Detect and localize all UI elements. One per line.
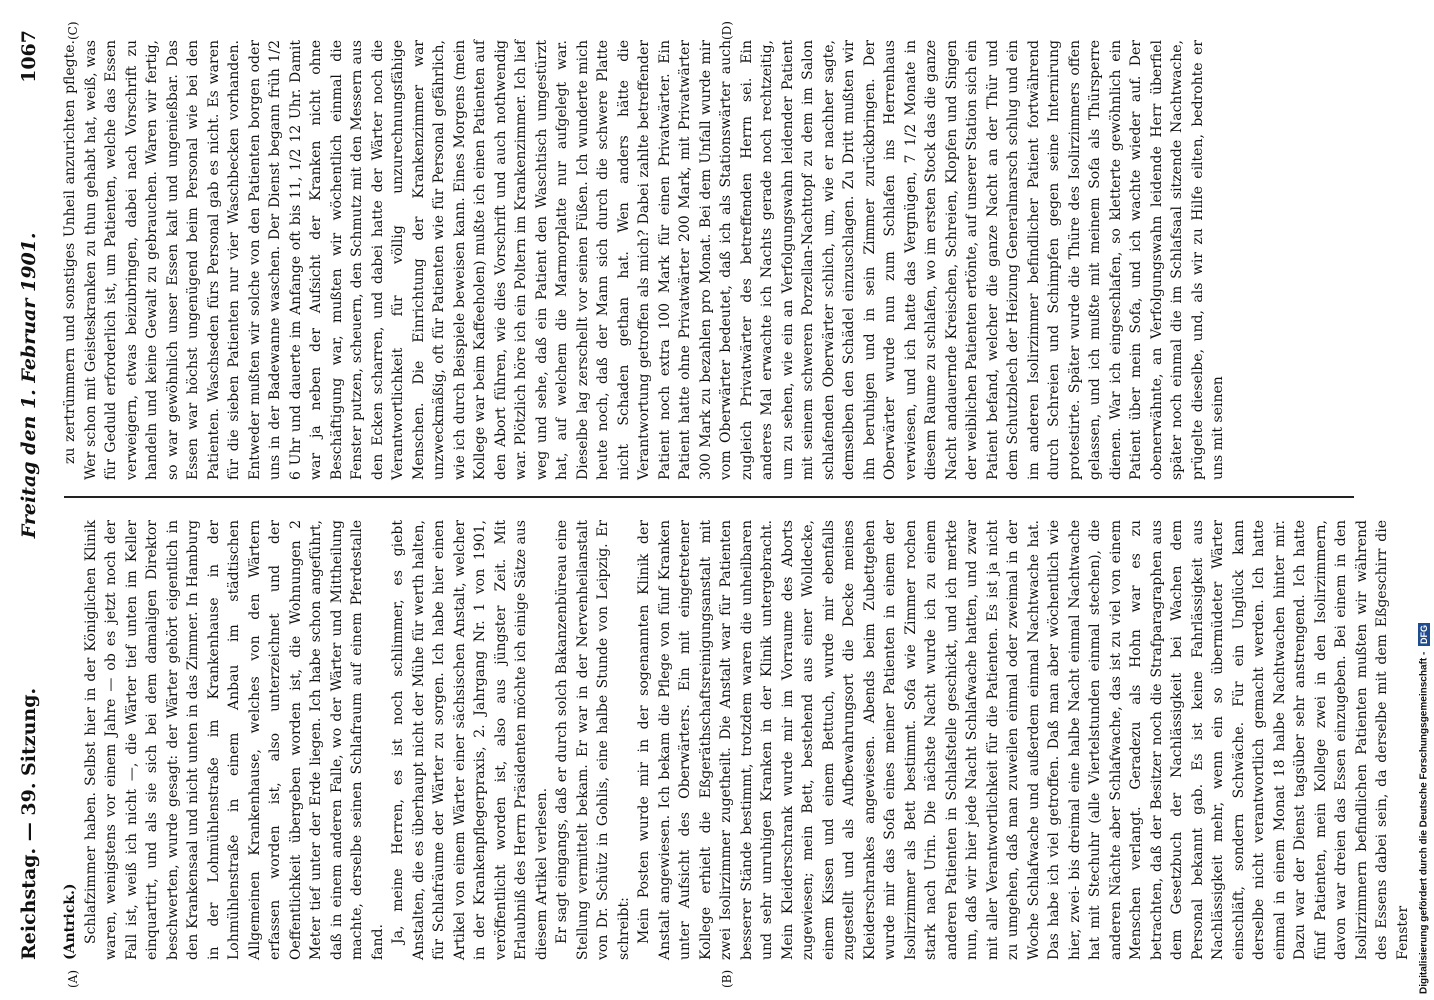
paragraph: Er sagt eingangs, daß er durch solch Bakanzenbüreau eine Stellung vermittelt bekam. Er war in der Nervenheilanstalt von Dr. Schütz in Gohlis, eine halbe Stunde von Leipzig. Er schreibt: [554,520,632,960]
header-left: Reichstag. — 39. Sitzung. [18,687,40,960]
page-number: 1067 [18,30,40,83]
digitization-note [1416,6,1432,994]
digitization-text: Digitalisierung gefördert durch die Deutsche Forschungsgemeinschaft - [1418,651,1430,994]
paragraph: Ja, meine Herren, es ist noch schlimmer, es giebt Anstalten, die es überhaupt nicht der Mühe für werth halten, für Schlafräume der Wärter zu sorgen. Ich habe hier einen Artikel von einem Wärter einer sächsischen Anstalt, welcher in der Krankenpflegerpraxis, 2. Jahrgang Nr. 1 von 1901, veröffentlicht worden ist, also aus jüngster Zeit. Mit Erlaubniß des Herrn Präsidenten möchte ich einige Sätze aus diesem Artikel verlesen. [390,520,550,960]
paragraph: Schlafzimmer haben. Selbst hier in der Königlichen Klinik waren, wenigstens vor einem Jahre — ob es jetzt noch der Fall ist, weiß ich nicht —, die Wärter tief unten im Keller einquartirt, und als sie sich bei dem damaligen Direktor beschwerten, wurde gesagt: der Wärter gehört eigentlich in den Krankensaal und nicht unten in das Zimmer. In Hamburg in der Lohmühlenstraße im Krankenhause in der Lohmühlenstraße in einem Anbau im städtischen Allgemeinen Krankenhause, welches von den Wärtern erfassen worden ist, also unterzeichnet und der Oeffentlichkeit übergeben worden ist, die Wohnungen 2 Meter tief unter der Erde liegen. Ich habe schon angeführt, daß in einem anderen Falle, wo der Wärter und Mittheilung machte, derselbe seinen Schlafraum auf einem Pferdestalle fand. [82,520,386,960]
margin-marker-b: (B) [720,969,734,988]
margin-marker-a: (A) [66,969,80,988]
quoted-paragraph: Mein Posten wurde mir in der sogenannten Klinik der Anstalt angewiesen. Ich bekam die Pflege von fünf Kranken unter Aufsicht des Oberwärters. Ein mit eingetretener Kollege erhielt die Eßgeräthschaftsreinigungsanstalt mit zwei Isolirzimmer zugetheilt. Die Anstalt war für Patienten besserer Stände bestimmt, trotzdem waren die unheilbaren und sehr unruhigen Kranken in der Klinik untergebracht. Mein Kleiderschrank wurde mir im Vorraume des Aborts zugewiesen; mein Bett, bestehend aus einer Wolldecke, einem Kissen und einem Bettuch, wurde mir ebenfalls zugestellt und als Aufbewahrungsort die Decke meines Kleiderschrankes angewiesen. Abends beim Zubettgehen wurde mir das Sofa eines meiner Patienten in einem der Isolirzimmer als Bett bestimmt. Sofa wie Zimmer rochen stark nach Urin. Die nächste Nacht wurde ich zu einem anderen Patienten in Schlafstelle geschickt, und ich merkte nun, daß wir hier jede Nacht Schlafwache hatten, und zwar mit aller Verantwortlichkeit für die Patienten. Es ist ja nicht zu umgehen, daß man zuweilen einmal oder zweimal in der Woche Schlafwache und außerdem einmal Nachtwache hat. Das habe ich viel getroffen. Daß man aber wöchentlich wie hier, zwei- bis dreimal eine halbe Nacht einmal Nachtwache hat mit Stechuhr (alle Viertelstunden einmal stechen), die anderen Nächte aber Schlafwache, das ist zu viel von einem Menschen verlangt. Geradezu als Hohn war es zu betrachten, daß der Besitzer noch die Strafparagraphen aus dem Gesetzbuch der Nachlässigkeit bei Wachen dem Personal bekannt gab. Es ist keine Fahrlässigkeit aus Nachlässigkeit mehr, wenn ein so übermüdeter Wärter einschläft, sondern Schwäche. Für ein Unglück kann derselbe nicht verantwortlich gemacht werden. Ich hatte einmal in einem Monat 18 halbe Nachtwachen hinter mir. Dazu war der Dienst tagsüber sehr anstrengend. Ich hatte fünf Patienten, mein Kollege zwei in den Isolirzimmern, davon war dreien das Essen einzugeben. Bei einem in den Isolirzimmern befindlichen Patienten mußten wir während des Essens dabei sein, da derselbe mit dem Eßgeschirr die Fenster [636,520,1411,960]
quoted-paragraph: zu zertrümmern und sonstiges Unheil anzurichten pflegte. Wer schon mit Geisteskranken zu thun gehabt hat, weiß, was für Geduld erforderlich ist, um Patienten, welche das Essen verweigern, etwas beizubringen, dabei nach Vorschrift zu handeln und keine Gewalt zu gebrauchen. Waren wir fertig, so war gewöhnlich unser Essen kalt und ungenießbar. Das Essen war höchst ungenügend beim Personal wie bei den Patienten. Waschseden fürs Personal gab es nicht. Es waren für die sieben Patienten nur vier Waschbecken vorhanden. Entweder mußten wir solche von den Patienten borgen oder uns in der Badewanne waschen. Der Dienst begann früh 1/2 6 Uhr und dauerte im Anfange oft bis 11, 1/2 12 Uhr. Damit war ja neben der Aufsicht der Kranken nicht ohne Beschäftigung war, mußten wir wöchentlich einmal die Fenster putzen, scheuern, den Schmutz mit den Messern aus den Ecken scharren, und dabei hatte der Wärter noch die Verantwortlichkeit für völlig unzurechnungsfähige Menschen. Die Einrichtung der Krankenzimmer war unzweckmäßig, oft für Patienten wie für Personal gefährlich, wie ich durch Beispiele beweisen kann. Eines Morgens (mein Kollege war beim Kaffeeholen) mußte ich einen Patienten auf den Abort führen, wie dies Vorschrift und auch nothwendig war. Plötzlich höre ich ein Poltern im Krankenzimmer. Ich lief weg und sehe, daß ein Patient den Waschtisch umgestürzt hat, auf welchem die Marmorplatte nur aufgelegt war. Dieselbe lag zerschellt vor seinen Füßen. Ich wunderte mich heute noch, daß der Mann sich durch die schwere Platte nicht Schaden gethan hat. Wen anders hätte die Verantwortung getroffen als mich? Dabei zahlte betreffender Patient noch extra 100 Mark für einen Privatwärter. Ein Patient hatte ohne Privatwärter 200 Mark, mit Privatwärter 300 Mark zu bezahlen pro Monat. Bei dem Unfall wurde mir vom Oberwärter bedeutet, daß ich als Stationswärter auch zugleich Privatwärter des betreffenden Herrn sei. Ein anderes Mal erwachte ich Nachts gerade noch rechtzeitig, um zu sehen, wie ein an Verfolgungswahn leidender Patient mit seinem schweren Porzellan-Nachttopf zu dem im Salon schlafenden Oberwärter schlich, um, wie er nachher sagte, demselben den Schädel einzuschlagen. Zu Dritt mußten wir ihn beruhigen und in sein Zimmer zurückbringen. Der Oberwärter wurde nun zum Schlafen ins Herrenhaus verwiesen, und ich hatte das Vergnügen, 7 1/2 Monate in diesem Raume zu schlafen, wo im ersten Stock das die ganze Nacht andauernde Kreischen, Schreien, Klopfen und Singen der weiblichen Patienten ertönte, auf unserer Station sich ein Patient befand, welcher die ganze Nacht an der Thür und dem Schutzblech der Heizung Generalmarsch schlug und ein im anderen Isolirzimmer befindlicher Patient fortwährend durch Schreien und Schimpfen gegen seine Internirung protestirte. Später wurde die Thüre des Isolirzimmers offen gelassen, und ich mußte mit meinem Sofa als Thürsperre dienen. War ich eingeschlafen, so kletterte gewöhnlich ein Patient über mein Sofa, und ich wachte wieder auf. Der obenerwähnte, an Verfolgungswahn leidende Herr überfiel später noch einmal die im Schlafsaal sitzende Nachtwache, prügelte dieselbe, und, als wir zu Hilfe eilten, bedrohte er uns mit seinen [62,40,1226,480]
dfg-logo: DFG [1419,624,1429,644]
speaker-label: (Antrick.) [62,883,78,960]
header-date: Freitag den 1. Februar 1901. [18,232,40,539]
margin-marker-c: (C) [66,21,80,40]
left-column [60,520,1411,960]
right-column [60,40,1350,480]
margin-marker-d: (D) [720,21,734,40]
column-divider [64,496,1354,498]
page-header [0,30,44,960]
